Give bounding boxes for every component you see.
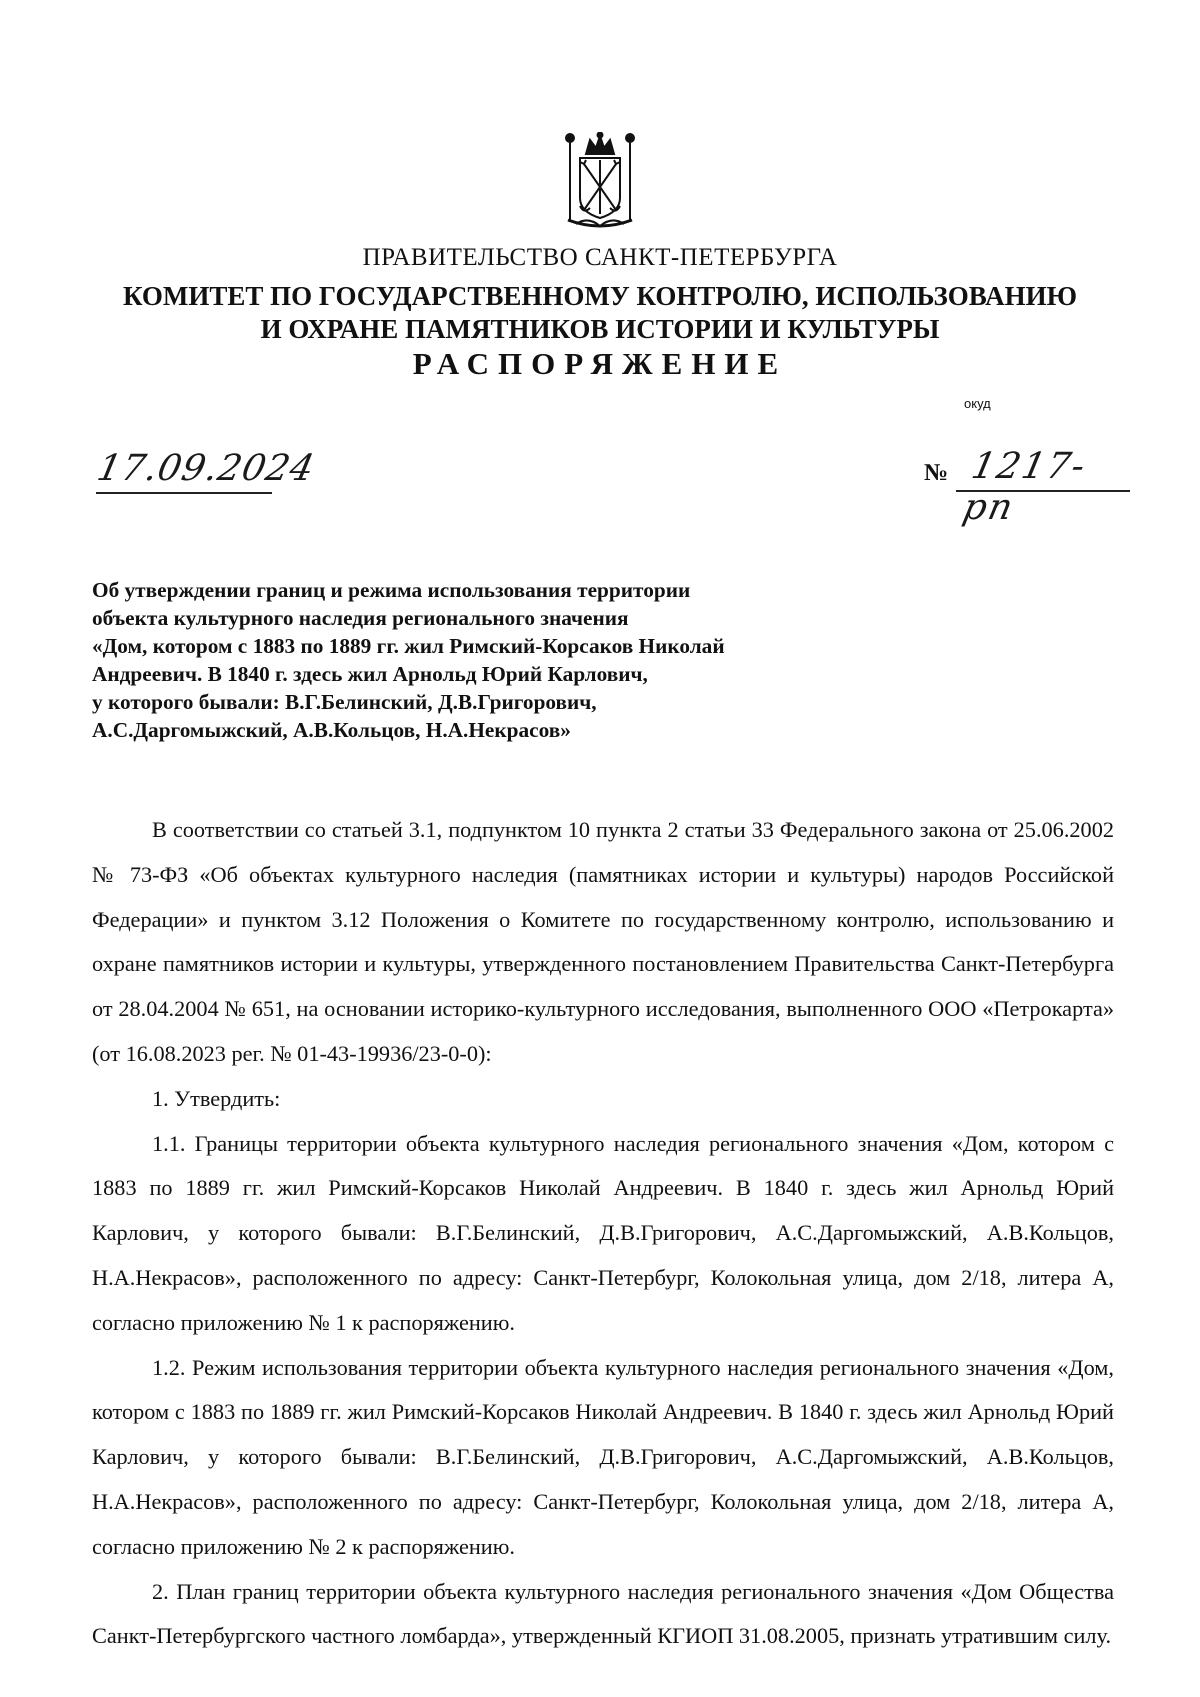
committee-name: [0, 280, 1200, 346]
clause-1: 1. Утвердить:: [152, 1085, 281, 1111]
document-number-value: 1217-рп: [959, 446, 1091, 528]
committee-name-line-1: КОМИТЕТ ПО ГОСУДАРСТВЕННОМУ КОНТРОЛЮ, ИСПОЛЬЗОВАНИЮ: [123, 281, 1077, 311]
clause-1-2: 1.2. Режим использования территории объекта культурного наследия регионального значения «Дом, котором с 1883 по 1889 гг. жил Римский-Корсаков Николай Андреевич. В 1840 г. здесь жил Арнольд Юрий Карлович, у которого бывали: В.Г.Белинский, Д.В.Григорович, А.С.Даргомыжский, А.В.Кольцов, Н.А.Некрасов», расположенного по адресу: Санкт-Петербург, Колокольная улица, дом 2/18, литера А, согласно приложению № 2 к распоряжению.: [92, 1354, 1114, 1559]
document-body: [92, 808, 1114, 1659]
number-sign: №: [924, 460, 949, 486]
clause-1-1: 1.1. Границы территории объекта культурного наследия регионального значения «Дом, котором с 1883 по 1889 гг. жил Римский-Корсаков Николай Андреевич. В 1840 г. здесь жил Арнольд Юрий Карлович, у которого бывали: В.Г.Белинский, Д.В.Григорович, А.С.Даргомыжский, А.В.Кольцов, Н.А.Некрасов», расположенного по адресу: Санкт-Петербург, Колокольная улица, дом 2/18, литера А, согласно приложению № 1 к распоряжению.: [92, 1130, 1114, 1335]
okud-label: окуд: [964, 396, 991, 411]
clause-2: 2. План границ территории объекта культурного наследия регионального значения «Дом Общества Санкт-Петербургского частного ломбарда», утвержденный КГИОП 31.08.2005, признать утратившим силу.: [92, 1578, 1114, 1649]
title-line: Андреевич. В 1840 г. здесь жил Арнольд Юрий Карлович,: [92, 662, 648, 686]
title-line: Об утверждении границ и режима использования территории: [92, 578, 691, 602]
document-date-value: 17.09.2024: [93, 448, 319, 489]
title-line: А.С.Даргомыжский, А.В.Кольцов, Н.А.Некрасов»: [92, 718, 571, 742]
document-type: РАСПОРЯЖЕНИЕ: [412, 346, 788, 381]
coat-of-arms-icon: [562, 132, 638, 232]
preamble-paragraph: В соответствии со статьей 3.1, подпунктом 10 пункта 2 статьи 33 Федерального закона от 25.06.2002 № 73-ФЗ «Об объектах культурного наследия (памятниках истории и культуры) народов Российской Федерации» и пунктом 3.12 Положения о Комитете по государственному контролю, использованию и охране памятников истории и культуры, утвержденного постановлением Правительства Санкт-Петербурга от 28.04.2004 № 651, на основании историко-культурного исследования, выполненного ООО «Петрокарта» (от 16.08.2023 рег. № 01-43-19936/23-0-0):: [92, 817, 1114, 1066]
document-date: [93, 448, 319, 494]
title-line: «Дом, котором с 1883 по 1889 гг. жил Римский-Корсаков Николай: [92, 634, 725, 658]
committee-name-line-2: И ОХРАНЕ ПАМЯТНИКОВ ИСТОРИИ И КУЛЬТУРЫ: [260, 314, 940, 344]
title-line: объекта культурного наследия регионального значения: [92, 606, 629, 630]
document-title: [92, 576, 892, 744]
title-line: у которого бывали: В.Г.Белинский, Д.В.Григорович,: [92, 690, 597, 714]
document-number-field: [956, 446, 1130, 528]
government-name: ПРАВИТЕЛЬСТВО САНКТ-ПЕТЕРБУРГА: [362, 244, 838, 271]
